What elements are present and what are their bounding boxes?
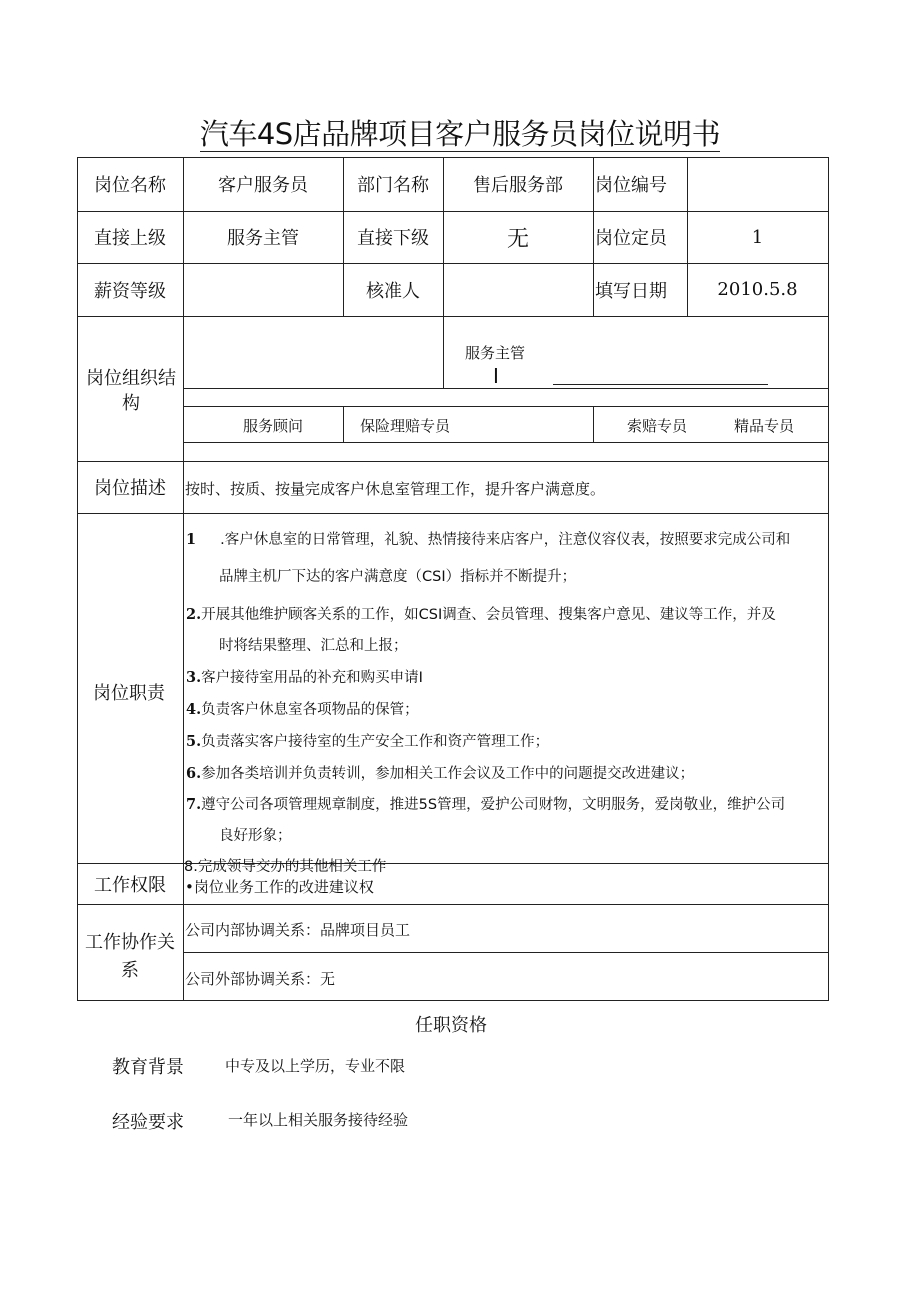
duty-item: 5.负责落实客户接待室的生产安全工作和资产管理工作； [186, 733, 550, 750]
label-cooperation: 工作协作关 系 [85, 932, 175, 981]
duty-item: 6.参加各类培训并负责转训，参加相关工作会议及工作中的问题提交改进建议； [186, 765, 695, 782]
label-authority: 工作权限 [94, 874, 166, 896]
value-department: 售后服务部 [473, 175, 563, 196]
label-duties: 岗位职责 [93, 683, 165, 704]
value-approver [443, 263, 593, 316]
org-connector-marker: I [493, 364, 499, 388]
duty-item-cont: 时将结果整理、汇总和上报； [219, 638, 408, 654]
duty-item: 4.负责客户休息室各项物品的保管； [186, 701, 419, 718]
label-fill-date: 填写日期 [595, 280, 667, 302]
value-position-code [687, 157, 828, 211]
duty-item: 7.遵守公司各项管理规章制度，推进5S管理，爱护公司财物，文明服务，爱岗敬业，维护公司 [186, 796, 786, 813]
qualifications-heading: 任职资格 [415, 1015, 487, 1036]
label-description: 岗位描述 [94, 478, 166, 499]
label-salary-grade: 薪资等级 [94, 280, 166, 302]
authority-text: •岗位业务工作的改进建议权 [185, 878, 374, 896]
value-headcount: 1 [751, 226, 764, 248]
duty-item: 1 .客户休息室的日常管理，礼貌、热情接待来店客户，注意仪容仪表，按照要求完成公司和 [186, 531, 791, 548]
label-org-structure: 岗位组织结 构 [86, 368, 176, 414]
duty-item: 3.客户接待室用品的补充和购买申请I [186, 669, 423, 686]
description-text: 按时、按质、按量完成客户休息室管理工作，提升客户满意度。 [185, 480, 606, 498]
cooperation-external: 公司外部协调关系：无 [185, 970, 336, 988]
value-salary-grade [183, 263, 343, 316]
duty-item-cont: 良好形象； [219, 828, 292, 844]
experience-label: 经验要求 [112, 1112, 184, 1133]
duty-item-truncated: 8.完成领导交办的其他相关工作 [184, 859, 387, 875]
label-headcount: 岗位定员 [595, 228, 667, 249]
value-direct-superior: 服务主管 [227, 228, 299, 249]
label-position-code: 岗位编号 [595, 175, 667, 196]
duty-item: 2.开展其他维护顾客关系的工作，如CSI调查、会员管理、搜集客户意见、建议等工作，并及 [186, 606, 776, 623]
label-direct-superior: 直接上级 [94, 228, 166, 249]
education-value: 中专及以上学历，专业不限 [225, 1057, 406, 1075]
cooperation-internal: 公司内部协调关系：品牌项目员工 [185, 921, 411, 939]
label-direct-subordinate: 直接下级 [357, 228, 429, 249]
org-node-warranty-claims: 索赔专员 [627, 417, 688, 435]
value-fill-date: 2010.5.8 [717, 279, 798, 300]
label-position-name: 岗位名称 [94, 175, 166, 196]
education-label: 教育背景 [112, 1057, 184, 1078]
duty-item-cont: 品牌主机厂下达的客户满意度（CSI）指标并不断提升； [219, 569, 577, 585]
label-department: 部门名称 [357, 175, 429, 196]
org-node-boutique: 精品专员 [734, 417, 795, 435]
experience-value: 一年以上相关服务接待经验 [228, 1111, 409, 1129]
org-top-node: 服务主管 [465, 344, 526, 362]
page-title: 汽车4S店品牌项目客户服务员岗位说明书 [199, 117, 721, 151]
org-node-insurance-claims: 保险理赔专员 [360, 417, 451, 435]
label-approver: 核准人 [366, 280, 420, 302]
value-direct-subordinate: 无 [506, 226, 529, 252]
org-node-service-advisor: 服务顾问 [243, 417, 304, 435]
value-position-name: 客户服务员 [218, 175, 308, 196]
